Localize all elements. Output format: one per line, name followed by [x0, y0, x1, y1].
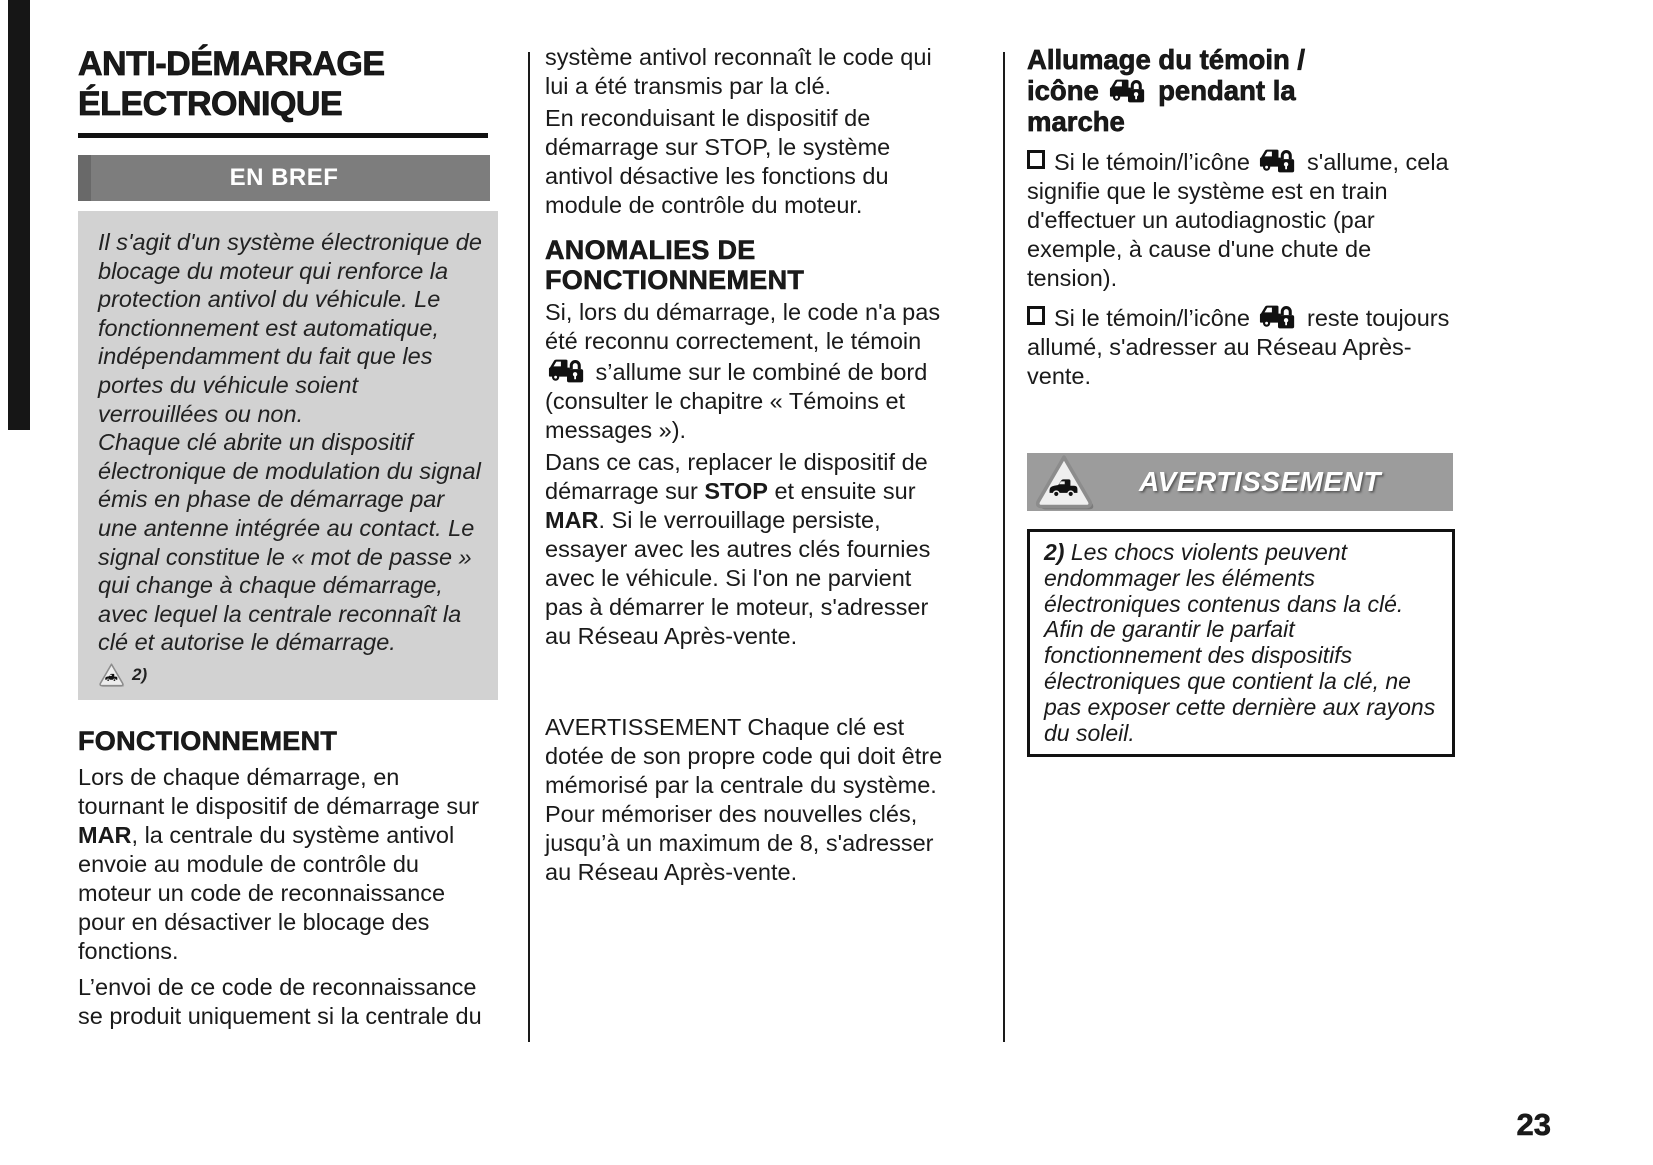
car-lock-icon — [1109, 76, 1147, 105]
text-run: pendant la — [1158, 75, 1296, 106]
page-edge-chapter-marker — [8, 0, 30, 430]
section-heading-allumage — [1027, 44, 1461, 137]
paragraph — [545, 298, 949, 445]
keyword-stop: STOP — [704, 478, 768, 504]
car-warning-triangle-icon — [1033, 452, 1095, 512]
footnote-number: 2) — [1044, 539, 1065, 565]
text-run: Si, lors du démarrage, le code n'a pas été reconnu correctement, le témoin — [545, 299, 941, 354]
text-run: et ensuite sur — [767, 478, 916, 504]
square-bullet-icon — [1027, 150, 1045, 169]
car-lock-icon — [548, 356, 586, 385]
paragraph: système antivol reconnaît le code qui lui a été transmis par la clé. — [545, 44, 932, 99]
heading-line — [1027, 75, 1461, 106]
car-warning-triangle-icon — [98, 662, 125, 688]
heading-line: Allumage du témoin / — [1027, 44, 1306, 75]
avertissement-label: AVERTISSEMENT — [1139, 466, 1381, 497]
paragraph: L’envoi de ce code de reconnaissance se produit uniquement si la centrale du — [78, 973, 482, 1029]
footnote-reference-row — [98, 661, 482, 690]
text-run: Dans ce cas, replacer le dispositif de démarrage sur — [545, 449, 928, 504]
en-bref-banner — [78, 155, 490, 201]
column-divider — [528, 52, 530, 1042]
keyword-mar: MAR — [545, 507, 599, 533]
paragraph: En reconduisant le dispositif de démarrage sur STOP, le système antivol désactive les fonctions du module de contrôle du moteur. — [545, 105, 891, 218]
bullet-paragraph — [1027, 302, 1461, 391]
heading-line: marche — [1027, 106, 1125, 137]
section-heading-anomalies — [545, 235, 949, 295]
chapter-title — [78, 44, 488, 138]
text-run: Lors de chaque démarrage, en tournant le dispositif de démarrage sur — [78, 763, 480, 819]
warning-note-text: Les chocs violents peuvent endommager les éléments électroniques contenus dans la clé. Afin de garantir le parfait fonctionnement des dispositifs électroniques que contient la clé, ne pas exposer cette dernière aux rayons du soleil. — [1044, 539, 1436, 746]
banner-edge-decoration — [78, 155, 91, 201]
paragraph — [78, 763, 490, 966]
text-run: . Si le verrouillage persiste, essayer avec les autres clés fournies avec le véhicule. Si l'on ne parvient pas à démarrer le moteur, s'adresser au Réseau Après-vente. — [545, 507, 931, 649]
page-number: 23 — [1516, 1107, 1551, 1142]
summary-box — [78, 211, 498, 700]
left-column — [78, 0, 490, 1031]
column-divider — [1003, 52, 1005, 1042]
middle-column — [545, 0, 949, 887]
paragraph — [545, 448, 949, 651]
chapter-title-line1: ANTI-DÉMARRAGE — [78, 45, 385, 83]
text-run: icône — [1027, 75, 1099, 106]
text-run: s’allume sur le combiné de bord (consulter le chapitre « Témoins et messages »). — [545, 359, 928, 443]
text-run: reste toujours allumé, s'adresser au Réseau Après-vente. — [1027, 305, 1450, 389]
en-bref-label: EN BREF — [229, 164, 339, 191]
car-lock-icon — [1259, 146, 1297, 175]
text-run: , la centrale du système antivol envoie au module de contrôle du moteur un code de reconnaissance pour en désactiver le blocage des fonctions. — [78, 821, 455, 964]
footnote-number: 2) — [132, 664, 148, 684]
warning-note-box — [1027, 529, 1455, 757]
text-run: Si le témoin/l’icône — [1054, 305, 1250, 331]
section-heading-fonctionnement: FONCTIONNEMENT — [78, 725, 338, 756]
car-lock-icon — [1259, 302, 1297, 331]
heading-line: FONCTIONNEMENT — [545, 265, 805, 295]
summary-paragraph-2: Chaque clé abrite un dispositif électronique de modulation du signal émis en phase de démarrage par une antenne intégrée au contact. Le signal constitue le « mot de passe » qui change à chaque démarrage, avec lequel la centrale reconnaît la clé et autorise le démarrage. — [98, 429, 481, 656]
summary-paragraph-1: Il s'agit d'un système électronique de blocage du moteur qui renforce la protection antivol du véhicule. Le fonctionnement est automatique, indépendamment du fait que les portes du véhicule soient verrouillées ou non. — [98, 229, 482, 427]
chapter-title-line2: ÉLECTRONIQUE — [78, 85, 343, 123]
avertissement-banner — [1027, 453, 1453, 511]
bullet-paragraph — [1027, 146, 1461, 293]
text-run: Si le témoin/l’icône — [1054, 149, 1250, 175]
text-run: s'allume, cela signifie que le système est en train d'effectuer un autodiagnostic (par exemple, à cause d'une chute de tension). — [1027, 149, 1449, 291]
keyword-mar: MAR — [78, 821, 132, 848]
heading-line: ANOMALIES DE — [545, 235, 756, 265]
warning-paragraph: AVERTISSEMENT Chaque clé est dotée de son propre code qui doit être mémorisé par la centrale du système. Pour mémoriser des nouvelles clés, jusqu’à un maximum de 8, s'adresser au Réseau Après-vente. — [545, 714, 943, 885]
square-bullet-icon — [1027, 306, 1045, 325]
right-column — [1027, 0, 1461, 757]
